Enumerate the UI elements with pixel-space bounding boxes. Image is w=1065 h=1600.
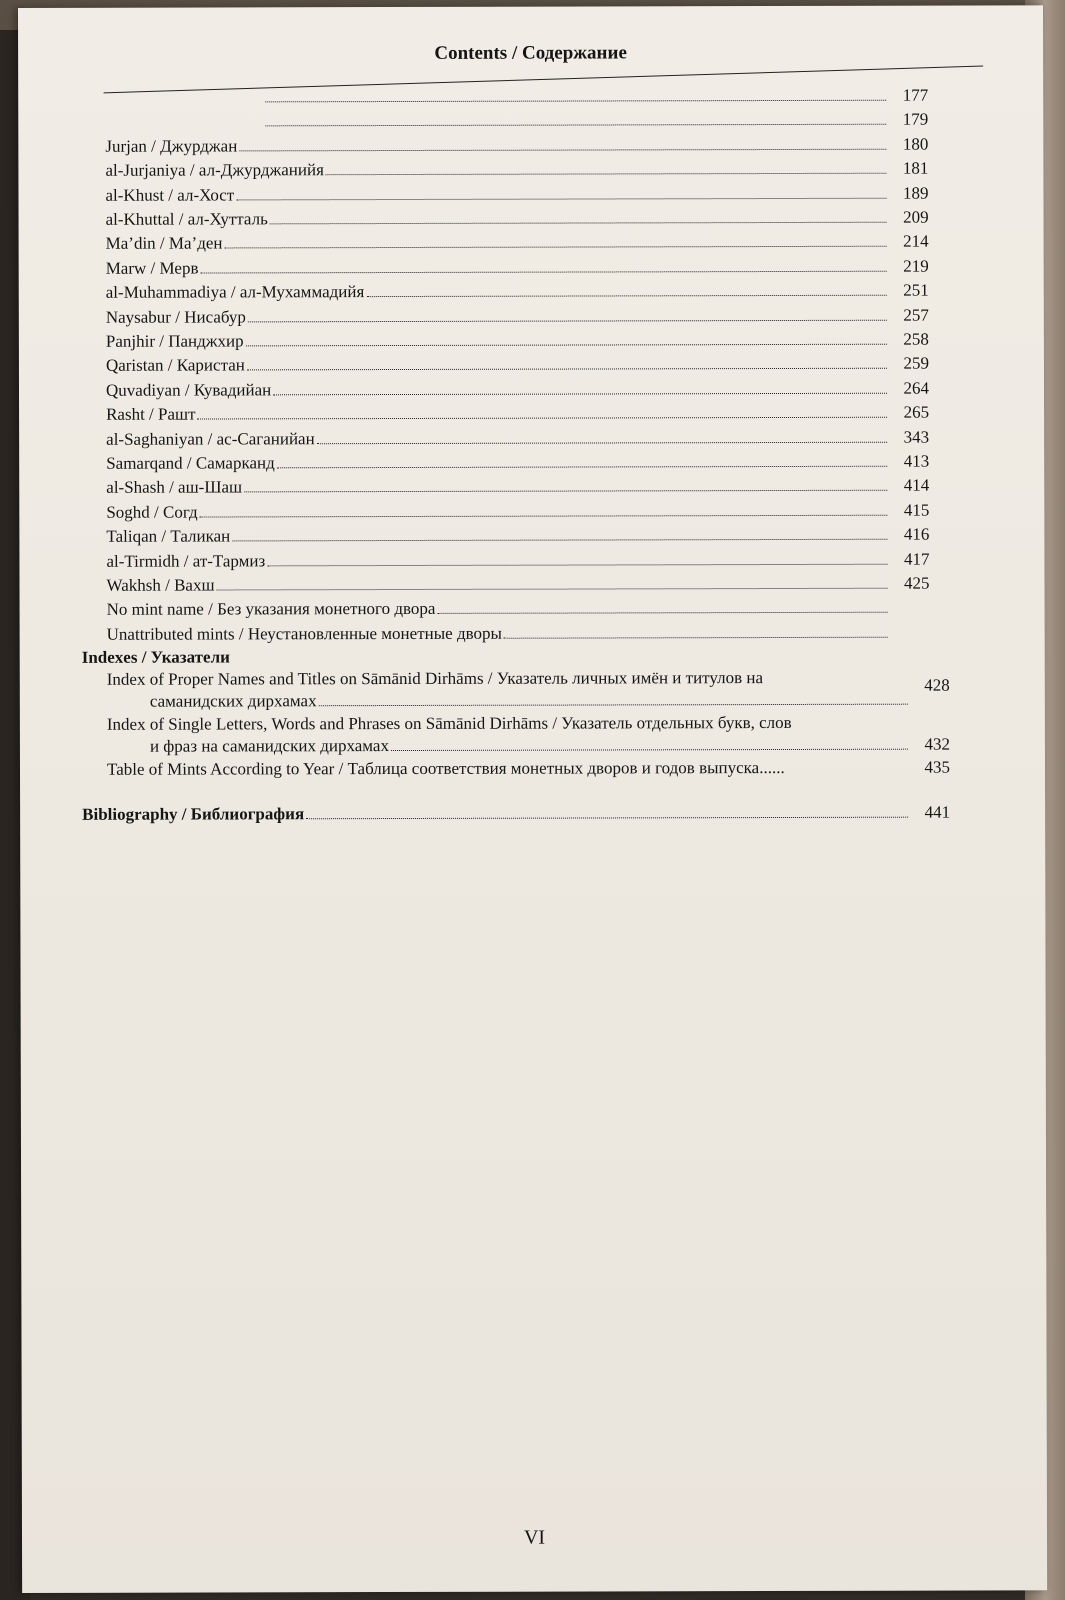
toc-entry-label: Rasht / Рашт — [106, 404, 196, 424]
toc-entry — [263, 86, 928, 108]
dot-leader — [317, 441, 887, 443]
toc-entry-label: и фраз на саманидских дирхамах — [149, 736, 389, 756]
dot-leader — [265, 124, 886, 127]
toc-entry-label: Table of Mints According to Year / Таблица соответствия монетных дворов и годов выпуска...... — [106, 757, 785, 779]
toc-page-number: 265 — [903, 402, 930, 422]
dot-leader — [319, 704, 908, 707]
toc-page-number: 413 — [903, 451, 930, 471]
toc-page-number: 179 — [902, 110, 929, 130]
toc-entry-label: Marw / Мерв — [105, 258, 199, 278]
dot-leader — [198, 417, 888, 420]
toc-entry-label: Wakhsh / Вахш — [106, 575, 215, 595]
toc-entry — [105, 134, 928, 156]
toc-entry — [106, 281, 929, 303]
dot-leader — [326, 173, 887, 175]
dot-leader — [504, 637, 888, 639]
toc-entry-label: al-Khuttal / ал-Хутталь — [105, 209, 268, 229]
toc-entry — [106, 208, 929, 230]
dot-leader — [437, 612, 887, 614]
toc-entry — [106, 549, 929, 571]
toc-entry-label: Naysabur / Нисабур — [105, 306, 246, 327]
toc-entry-label: al-Tirmidh / ат-Тармиз — [106, 550, 266, 571]
toc-entry-label: Ma’din / Ма’ден — [105, 233, 223, 254]
toc-page-number: 417 — [903, 549, 930, 569]
book-page — [18, 5, 1047, 1593]
toc-page-number: 189 — [902, 183, 929, 203]
dot-leader — [248, 319, 887, 322]
toc-page-number: 415 — [903, 500, 930, 520]
dot-leader — [391, 749, 908, 751]
dot-leader — [200, 271, 886, 274]
toc-page-number: 180 — [902, 134, 929, 154]
toc-page-number: 251 — [903, 280, 929, 300]
bibliography-entry — [82, 803, 950, 825]
toc-entry — [106, 378, 929, 400]
toc-page-number: 435 — [924, 757, 951, 777]
toc-entry — [106, 476, 929, 498]
toc-page-number: 257 — [903, 305, 929, 325]
dot-leader — [217, 588, 888, 591]
dot-leader — [265, 100, 886, 103]
toc-entry — [105, 183, 928, 205]
dot-leader — [273, 393, 887, 396]
indexes-title: Indexes / Указатели — [81, 647, 230, 667]
toc-entry — [106, 354, 929, 376]
toc-entry — [106, 305, 929, 327]
dot-leader — [244, 490, 887, 493]
toc-entry — [106, 500, 929, 522]
dot-leader — [270, 222, 887, 225]
toc-entry-label: Taliqan / Таликан — [106, 526, 231, 546]
toc-page-number: 416 — [903, 524, 930, 544]
toc-entry — [107, 598, 930, 620]
toc-entry-label: al-Muhammadiya / ал-Мухаммадийя — [105, 282, 365, 302]
toc-page-number: 181 — [902, 158, 929, 178]
toc-entry — [106, 525, 929, 547]
toc-entry-label: Panjhir / Панджхир — [105, 331, 244, 351]
toc-entry — [106, 232, 929, 254]
dot-leader — [247, 368, 887, 371]
dot-leader — [239, 149, 886, 152]
dot-leader — [277, 466, 887, 469]
toc-entry — [105, 159, 928, 181]
toc-page-number: 214 — [903, 232, 929, 252]
toc-entry-label: Unattributed mints / Неустановленные монетные дворы — [106, 623, 502, 644]
toc-entry — [263, 110, 928, 132]
toc-page-number: 264 — [903, 378, 930, 398]
toc-entry-label: Jurjan / Джурджан — [105, 136, 238, 156]
toc-entry-label: Soghd / Согд — [106, 502, 198, 522]
toc-entry-label: No mint name / Без указания монетного двора — [106, 599, 436, 620]
toc-page-number: 177 — [902, 85, 929, 105]
toc-page-number: 432 — [924, 734, 950, 754]
toc-page-number: 258 — [903, 329, 929, 349]
dot-leader — [246, 344, 887, 347]
page-number: VI — [523, 1526, 546, 1549]
dot-leader — [200, 515, 888, 518]
dot-leader — [236, 197, 886, 200]
toc-page-number: 425 — [903, 573, 930, 593]
toc-entry — [106, 452, 929, 474]
toc-entry-label: Quvadiyan / Кувадийан — [105, 380, 272, 400]
toc-entry — [106, 574, 929, 596]
toc-page-number: 259 — [903, 354, 929, 374]
toc-entry-label: Samarqand / Самарканд — [106, 453, 275, 473]
toc-entry — [106, 256, 929, 278]
dot-leader — [267, 563, 887, 566]
dot-leader — [232, 539, 887, 542]
toc-page-number: 414 — [903, 476, 930, 496]
index-entry-letters-line1: Index of Single Letters, Words and Phrases on Sāmānid Dirhāms / Указатель отдельных букв, слов — [106, 712, 792, 734]
dot-leader — [225, 246, 887, 249]
dot-leader — [366, 295, 886, 297]
toc-entry-label: al-Saghaniyan / ас-Саганийан — [106, 428, 315, 449]
toc-entry — [106, 427, 929, 449]
dot-leader — [306, 817, 908, 820]
toc-entry — [106, 403, 929, 425]
toc-page-number: 219 — [903, 256, 929, 276]
index-entry-letters — [150, 735, 950, 757]
toc-entry-label: Qaristan / Каристан — [105, 355, 245, 376]
toc-entry-label: al-Khust / ал-Хост — [105, 185, 235, 205]
index-entry-mints-table — [107, 758, 950, 780]
toc-page-number: 441 — [924, 802, 951, 822]
toc-entry-label: al-Jurjaniya / ал-Джурджанийя — [105, 160, 324, 180]
index-entry-names-line1: Index of Proper Names and Titles on Sāmānid Dirhāms / Указатель личных имён и титулов на — [106, 668, 764, 689]
toc-page-number: 209 — [903, 207, 929, 227]
toc-entry — [107, 622, 930, 644]
toc-entry-label: al-Shash / аш-Шаш — [106, 477, 243, 498]
toc-page-number: 428 — [924, 675, 950, 695]
page-header: Contents / Содержание — [434, 42, 627, 64]
toc-page-number: 343 — [903, 427, 930, 447]
toc-entry-label: саманидских дирхамах — [149, 691, 317, 711]
toc-entry — [106, 330, 929, 352]
toc-entry-label: Bibliography / Библиография — [82, 804, 305, 824]
